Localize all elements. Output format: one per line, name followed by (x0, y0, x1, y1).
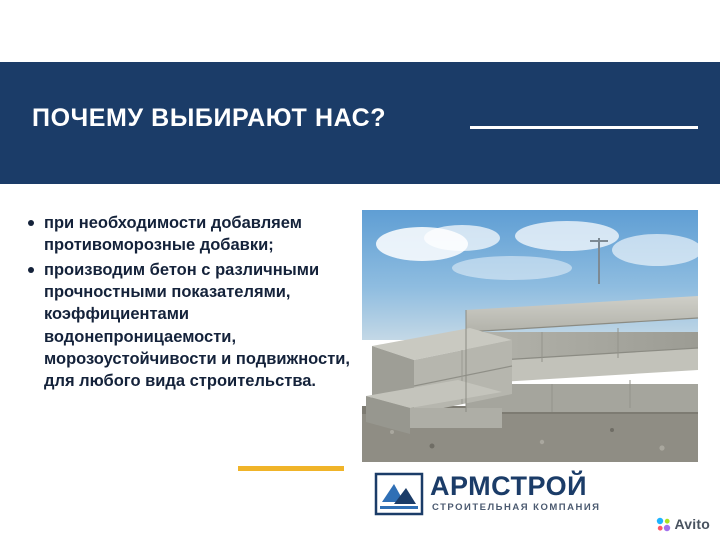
logo-wordmark: АРМСТРОЙ (430, 471, 588, 501)
logo-mark-icon (374, 472, 424, 516)
accent-divider (238, 466, 344, 471)
page-title: ПОЧЕМУ ВЫБИРАЮТ НАС? (32, 104, 387, 132)
product-photo (362, 210, 698, 462)
header-left-accent-strip (0, 62, 8, 184)
header-divider-rule (470, 126, 698, 129)
avito-watermark (656, 516, 710, 532)
avito-logo-icon (656, 517, 671, 532)
avito-watermark-label: Avito (674, 516, 710, 532)
list-item: при необходимости добавляем противоморозные добавки; (44, 212, 374, 256)
benefits-list (22, 212, 374, 395)
logo-tagline: СТРОИТЕЛЬНАЯ КОМПАНИЯ (432, 502, 601, 513)
list-item: производим бетон с различными прочностными показателями, коэффициентами водонепроницаемости, морозоустойчивости и подвижности, для любого вида строительства. (44, 259, 374, 392)
body-area (0, 184, 720, 540)
company-logo (374, 472, 650, 520)
concrete-blocks-illustration (362, 210, 698, 462)
top-white-band (0, 0, 720, 62)
